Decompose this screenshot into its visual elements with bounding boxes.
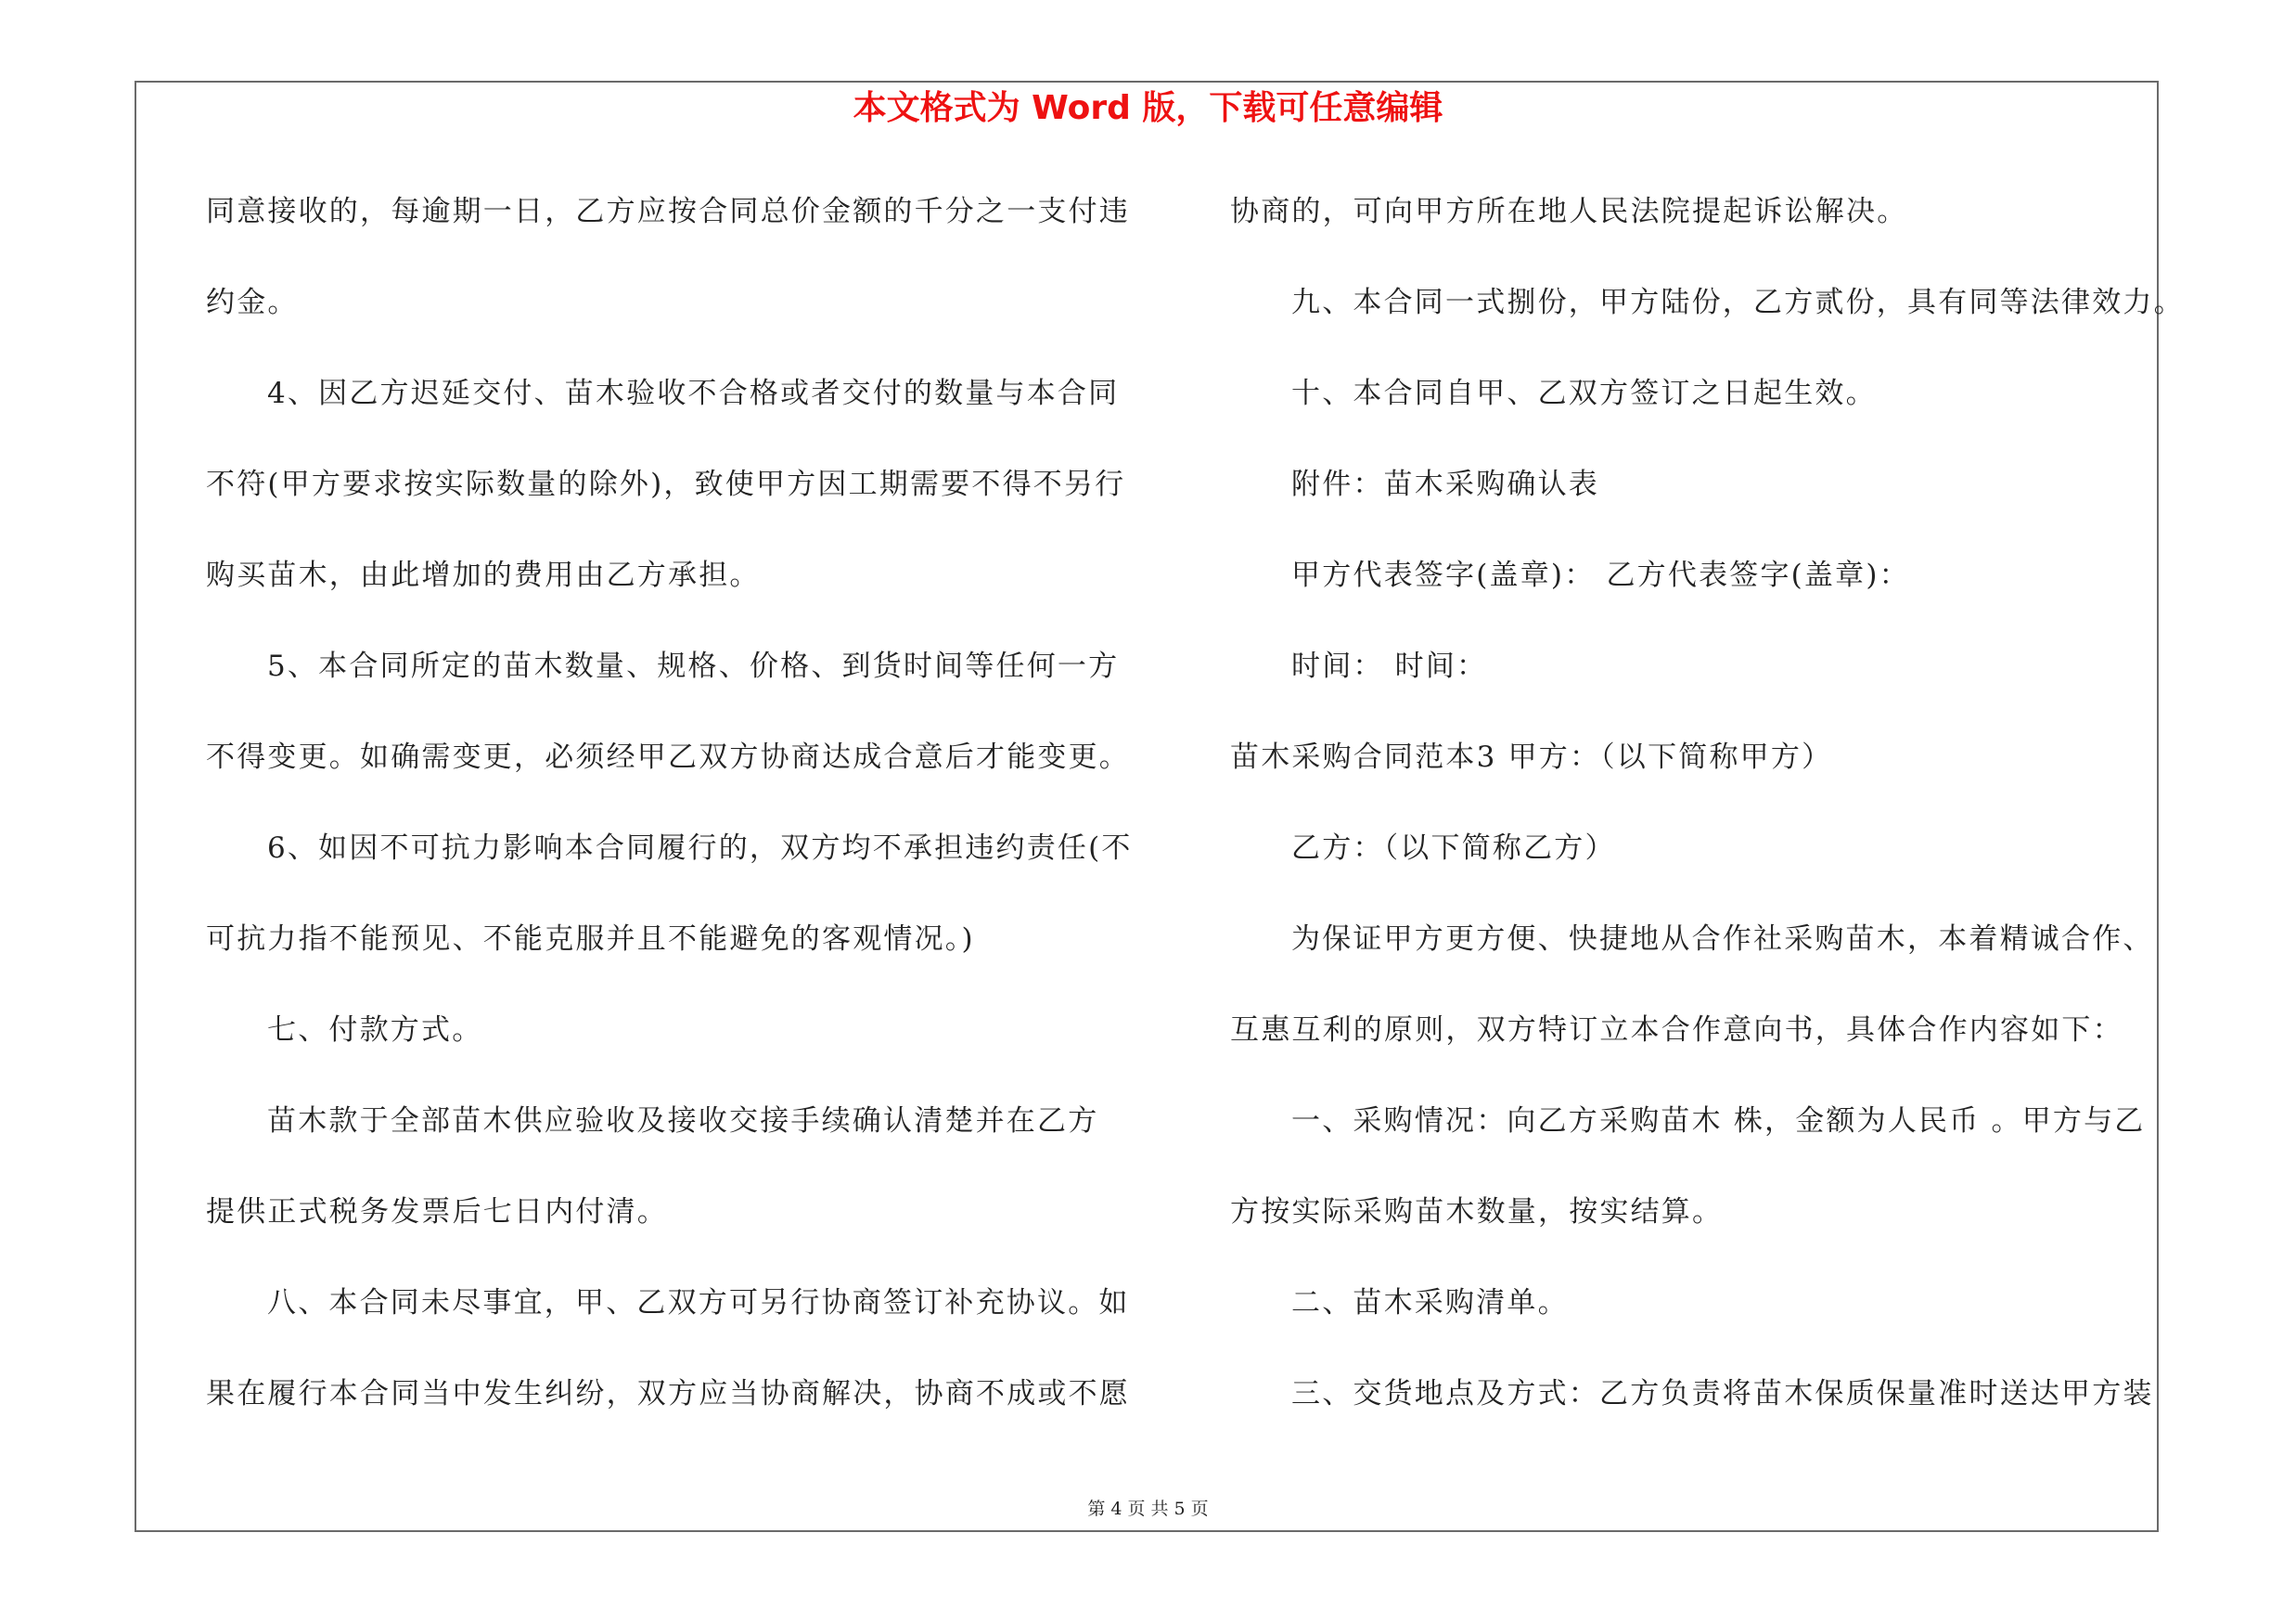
text-line: 乙方：（以下简称乙方） [1291, 831, 1616, 865]
text-line: 一、采购情况：向乙方采购苗木 株，金额为人民币 。甲方与乙 [1291, 1104, 2146, 1138]
text-line: 约金。 [206, 286, 299, 319]
right-column [1230, 182, 2186, 1455]
left-column [206, 182, 1171, 1455]
text-line: 苗木采购合同范本3 甲方：（以下简称甲方） [1230, 741, 1833, 774]
text-line: 甲方代表签字(盖章)： 乙方代表签字(盖章)： [1291, 559, 1910, 592]
text-line: 苗木款于全部苗木供应验收及接收交接手续确认清楚并在乙方 [267, 1104, 1099, 1138]
text-line: 三、交货地点及方式：乙方负责将苗木保质保量准时送达甲方装 [1291, 1377, 2154, 1410]
text-line: 方按实际采购苗木数量，按实结算。 [1230, 1195, 1724, 1229]
text-line: 二、苗木采购清单。 [1291, 1286, 1569, 1320]
text-line: 同意接收的，每逾期一日，乙方应按合同总价金额的千分之一支付违 [206, 195, 1130, 228]
text-line: 十、本合同自甲、乙双方签订之日起生效。 [1291, 377, 1877, 410]
text-line: 4、因乙方迟延交付、苗木验收不合格或者交付的数量与本合同 [267, 377, 1120, 410]
text-line: 互惠互利的原则，双方特订立本合作意向书，具体合作内容如下： [1230, 1013, 2123, 1047]
text-line: 协商的，可向甲方所在地人民法院提起诉讼解决。 [1230, 195, 1908, 228]
text-line: 八、本合同未尽事宜，甲、乙双方可另行协商签订补充协议。如 [267, 1286, 1130, 1320]
text-line: 6、如因不可抗力影响本合同履行的，双方均不承担违约责任(不 [267, 831, 1133, 865]
text-line: 九、本合同一式捌份，甲方陆份，乙方贰份，具有同等法律效力。 [1291, 286, 2185, 319]
text-line: 果在履行本合同当中发生纠纷，双方应当协商解决，协商不成或不愿 [206, 1377, 1130, 1410]
text-line: 可抗力指不能预见、不能克服并且不能避免的客观情况。) [206, 922, 975, 956]
text-line: 提供正式税务发票后七日内付清。 [206, 1195, 668, 1229]
text-line: 购买苗木，由此增加的费用由乙方承担。 [206, 559, 761, 592]
text-line: 七、付款方式。 [267, 1013, 483, 1047]
text-line: 不得变更。如确需变更，必须经甲乙双方协商达成合意后才能变更。 [206, 741, 1130, 774]
text-line: 附件：苗木采购确认表 [1291, 468, 1599, 501]
text-line: 不符(甲方要求按实际数量的除外)，致使甲方因工期需要不得不另行 [206, 468, 1126, 501]
text-line: 5、本合同所定的苗木数量、规格、价格、到货时间等任何一方 [267, 650, 1120, 683]
format-banner: 本文格式为 Word 版，下载可任意编辑 [853, 89, 1443, 127]
text-line: 时间： 时间： [1291, 650, 1488, 683]
page-number-footer: 第 4 页 共 5 页 [1087, 1499, 1209, 1519]
text-line: 为保证甲方更方便、快捷地从合作社采购苗木，本着精诚合作、 [1291, 922, 2154, 956]
